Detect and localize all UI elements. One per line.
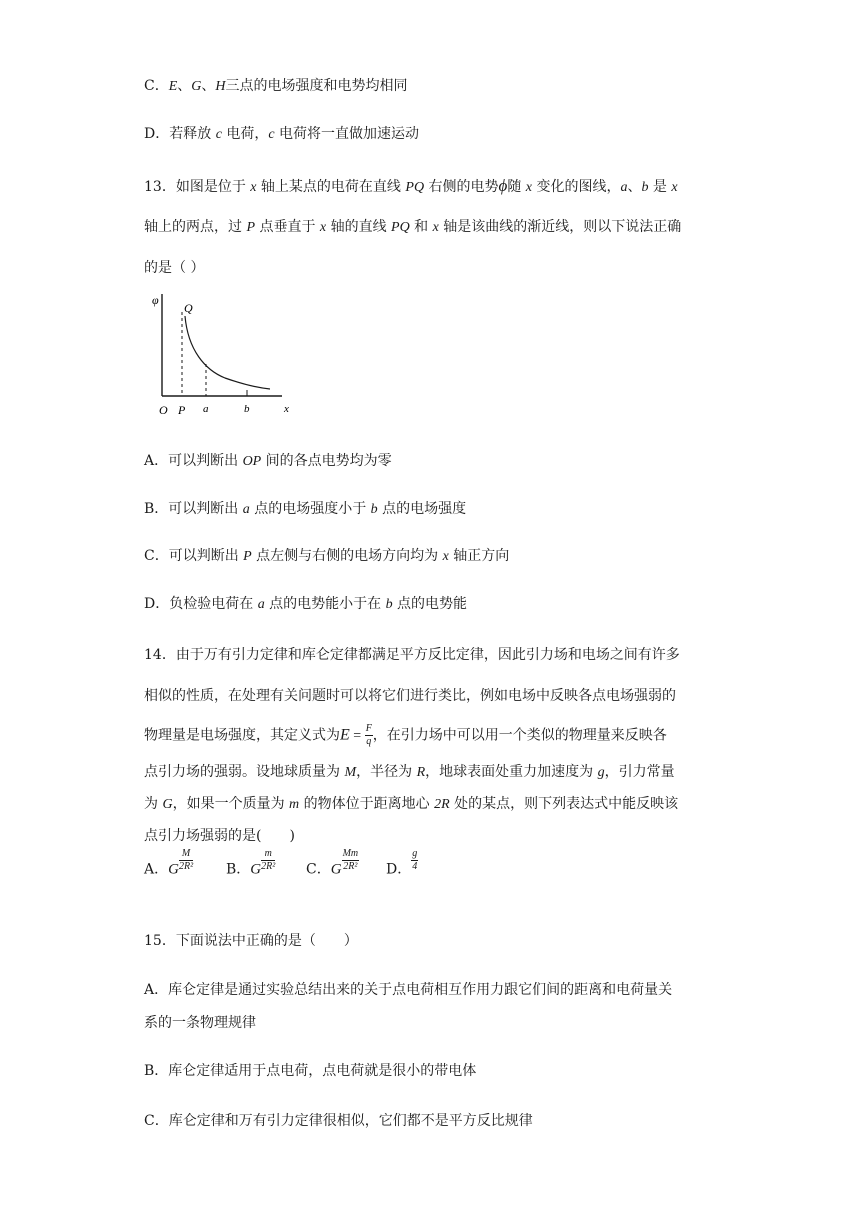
text: ，引力常量 <box>604 764 675 780</box>
fraction <box>261 849 275 872</box>
text: 轴是该曲线的渐近线，则以下说法正确 <box>438 219 682 235</box>
text: 为 <box>144 796 163 812</box>
text: ，在引力场中可以用一个类似的物理量来反映各 <box>372 727 667 744</box>
var: G <box>162 797 173 812</box>
q13-stem-line-2 <box>144 217 681 238</box>
var: G <box>168 861 179 878</box>
var: H <box>215 79 226 94</box>
var: P <box>243 549 252 564</box>
potential-graph-svg <box>150 290 300 420</box>
text: 点的电势能 <box>392 596 468 612</box>
denominator: 2R² <box>178 861 194 872</box>
var: OP <box>242 454 262 469</box>
text: 点垂直于 <box>255 219 320 235</box>
fraction <box>342 849 360 872</box>
text: ，如果一个质量为 <box>172 796 290 812</box>
text: 点的电场强度 <box>377 501 467 517</box>
q13-option-a <box>144 451 392 472</box>
var: x <box>250 180 257 195</box>
q15-option-b: B．库仑定律适用于点电荷，点电荷就是很小的带电体 <box>144 1063 477 1079</box>
text: 轴的直线 <box>326 219 392 235</box>
text: 点的电势能小于在 <box>264 596 386 612</box>
text: D．负检验电荷在 <box>144 596 258 612</box>
q15-option-a-line-1: A．库仑定律是通过实验总结出来的关于点电荷相互作用力跟它们间的距离和电荷量关 <box>144 982 673 998</box>
text: 物理量是电场强度，其定义式为 <box>144 727 340 744</box>
q13-option-c <box>144 546 509 567</box>
var: m <box>289 797 300 812</box>
var: g <box>597 765 605 780</box>
text: 变化的图线， <box>532 179 621 195</box>
text: 点的电场强度小于 <box>249 501 371 517</box>
text: 随 <box>507 179 526 195</box>
label-b: b <box>244 403 250 415</box>
potential-graph <box>150 290 300 424</box>
text: 轴上某点的电荷在直线 <box>256 179 406 195</box>
var: x <box>432 220 439 235</box>
q15-option-c: C．库仑定律和万有引力定律很相似，它们都不是平方反比规律 <box>144 1113 533 1129</box>
denominator: q <box>366 736 372 747</box>
q14-stem-line-4 <box>144 762 675 783</box>
var: b <box>370 502 378 517</box>
var: b <box>641 180 649 195</box>
q14-stem-line-2: 相似的性质，在处理有关问题时可以将它们进行类比，例如电场中反映各点电场强弱的 <box>144 688 676 704</box>
text: 轴正方向 <box>448 548 510 564</box>
text: D．若释放 <box>144 126 216 142</box>
numerator: F <box>365 723 372 734</box>
var: x <box>442 549 449 564</box>
phi-symbol: ϕ <box>498 176 508 195</box>
var: a <box>257 597 265 612</box>
text: 、 <box>627 179 642 195</box>
option-label: B． <box>226 861 251 878</box>
text: C． <box>144 78 169 94</box>
var: a <box>242 502 250 517</box>
q13-stem-line-1 <box>144 176 678 198</box>
text: 点左侧与右侧的电场方向均为 <box>251 548 443 564</box>
fraction <box>179 849 193 872</box>
var: G <box>250 861 262 878</box>
q12-option-d <box>144 124 419 145</box>
label-a: a <box>203 403 209 415</box>
numerator: Mm <box>342 848 359 859</box>
var: M <box>344 765 357 780</box>
text: ，半径为 <box>356 764 417 780</box>
label-Q: Q <box>184 301 193 315</box>
option-label: C． <box>306 861 331 878</box>
q13-option-d <box>144 594 467 615</box>
denominator: 2R² <box>261 861 276 872</box>
text: 电荷， <box>221 126 269 142</box>
var: P <box>246 220 256 235</box>
q14-stem-line-6: 点引力场强弱的是( ) <box>144 828 295 844</box>
q14-stem-line-3 <box>144 724 667 747</box>
var: PQ <box>405 180 425 195</box>
text: 三点的电场强度和电势均相同 <box>225 78 408 94</box>
label-P: P <box>178 403 186 417</box>
var: x <box>319 220 327 235</box>
text: 点引力场的强弱。设地球质量为 <box>144 764 345 780</box>
var: 2R <box>434 797 450 812</box>
var: a <box>620 180 628 195</box>
numerator: m <box>261 849 275 861</box>
var: E <box>168 79 178 94</box>
q14-stem-line-1: 14．由于万有引力定律和库仑定律都满足平方反比定律，因此引力场和电场之间有许多 <box>144 647 680 663</box>
fraction-F-over-q <box>365 724 373 747</box>
var: PQ <box>391 220 410 235</box>
var: x <box>525 180 532 195</box>
var: R <box>416 765 426 780</box>
text: 、 <box>201 78 216 94</box>
text: A．可以判断出 <box>144 453 243 469</box>
option-label: A． <box>144 861 169 878</box>
q14-option-b <box>226 848 276 881</box>
denominator: 4 <box>412 861 418 872</box>
text: 右侧的电势 <box>424 179 499 195</box>
numerator: g <box>412 848 418 859</box>
text: 13．如图是位于 <box>144 179 251 195</box>
q14-option-c <box>306 848 359 881</box>
var: G <box>191 79 202 94</box>
text: B．可以判断出 <box>144 501 243 517</box>
text: 轴上的两点，过 <box>144 219 247 235</box>
var: c <box>268 127 275 142</box>
q14-stem-line-5 <box>144 794 678 815</box>
var: G <box>330 861 342 878</box>
fraction <box>411 849 418 872</box>
var: x <box>671 180 678 195</box>
var: b <box>385 597 393 612</box>
text: ，地球表面处重力加速度为 <box>425 764 598 780</box>
text: 是 <box>648 179 672 195</box>
var-E: E <box>340 726 350 744</box>
label-phi: φ <box>152 293 159 307</box>
option-label: D． <box>386 861 412 878</box>
var: c <box>215 127 222 142</box>
text: 和 <box>409 219 433 235</box>
q13-option-b <box>144 499 466 520</box>
q15-option-a-line-2: 系的一条物理规律 <box>144 1015 256 1031</box>
text: 电荷将一直做加速运动 <box>274 126 420 142</box>
text: 间的各点电势均为零 <box>261 453 392 469</box>
q14-option-a <box>144 848 194 881</box>
denominator: 2R² <box>343 861 358 872</box>
equals: = <box>349 728 365 744</box>
q14-option-d <box>386 848 418 881</box>
potential-curve <box>185 316 270 389</box>
q12-option-c <box>144 76 408 97</box>
text: C．可以判断出 <box>144 548 244 564</box>
label-x: x <box>284 403 289 415</box>
text: 、 <box>177 78 192 94</box>
numerator: M <box>179 849 193 861</box>
label-O: O <box>159 403 168 417</box>
text: 的物体位于距离地心 <box>299 796 435 812</box>
q15-stem: 15．下面说法中正确的是（ ） <box>144 933 358 949</box>
text: 处的某点，则下列表达式中能反映该 <box>449 796 679 812</box>
q13-stem-line-3: 的是（ ） <box>144 260 205 276</box>
